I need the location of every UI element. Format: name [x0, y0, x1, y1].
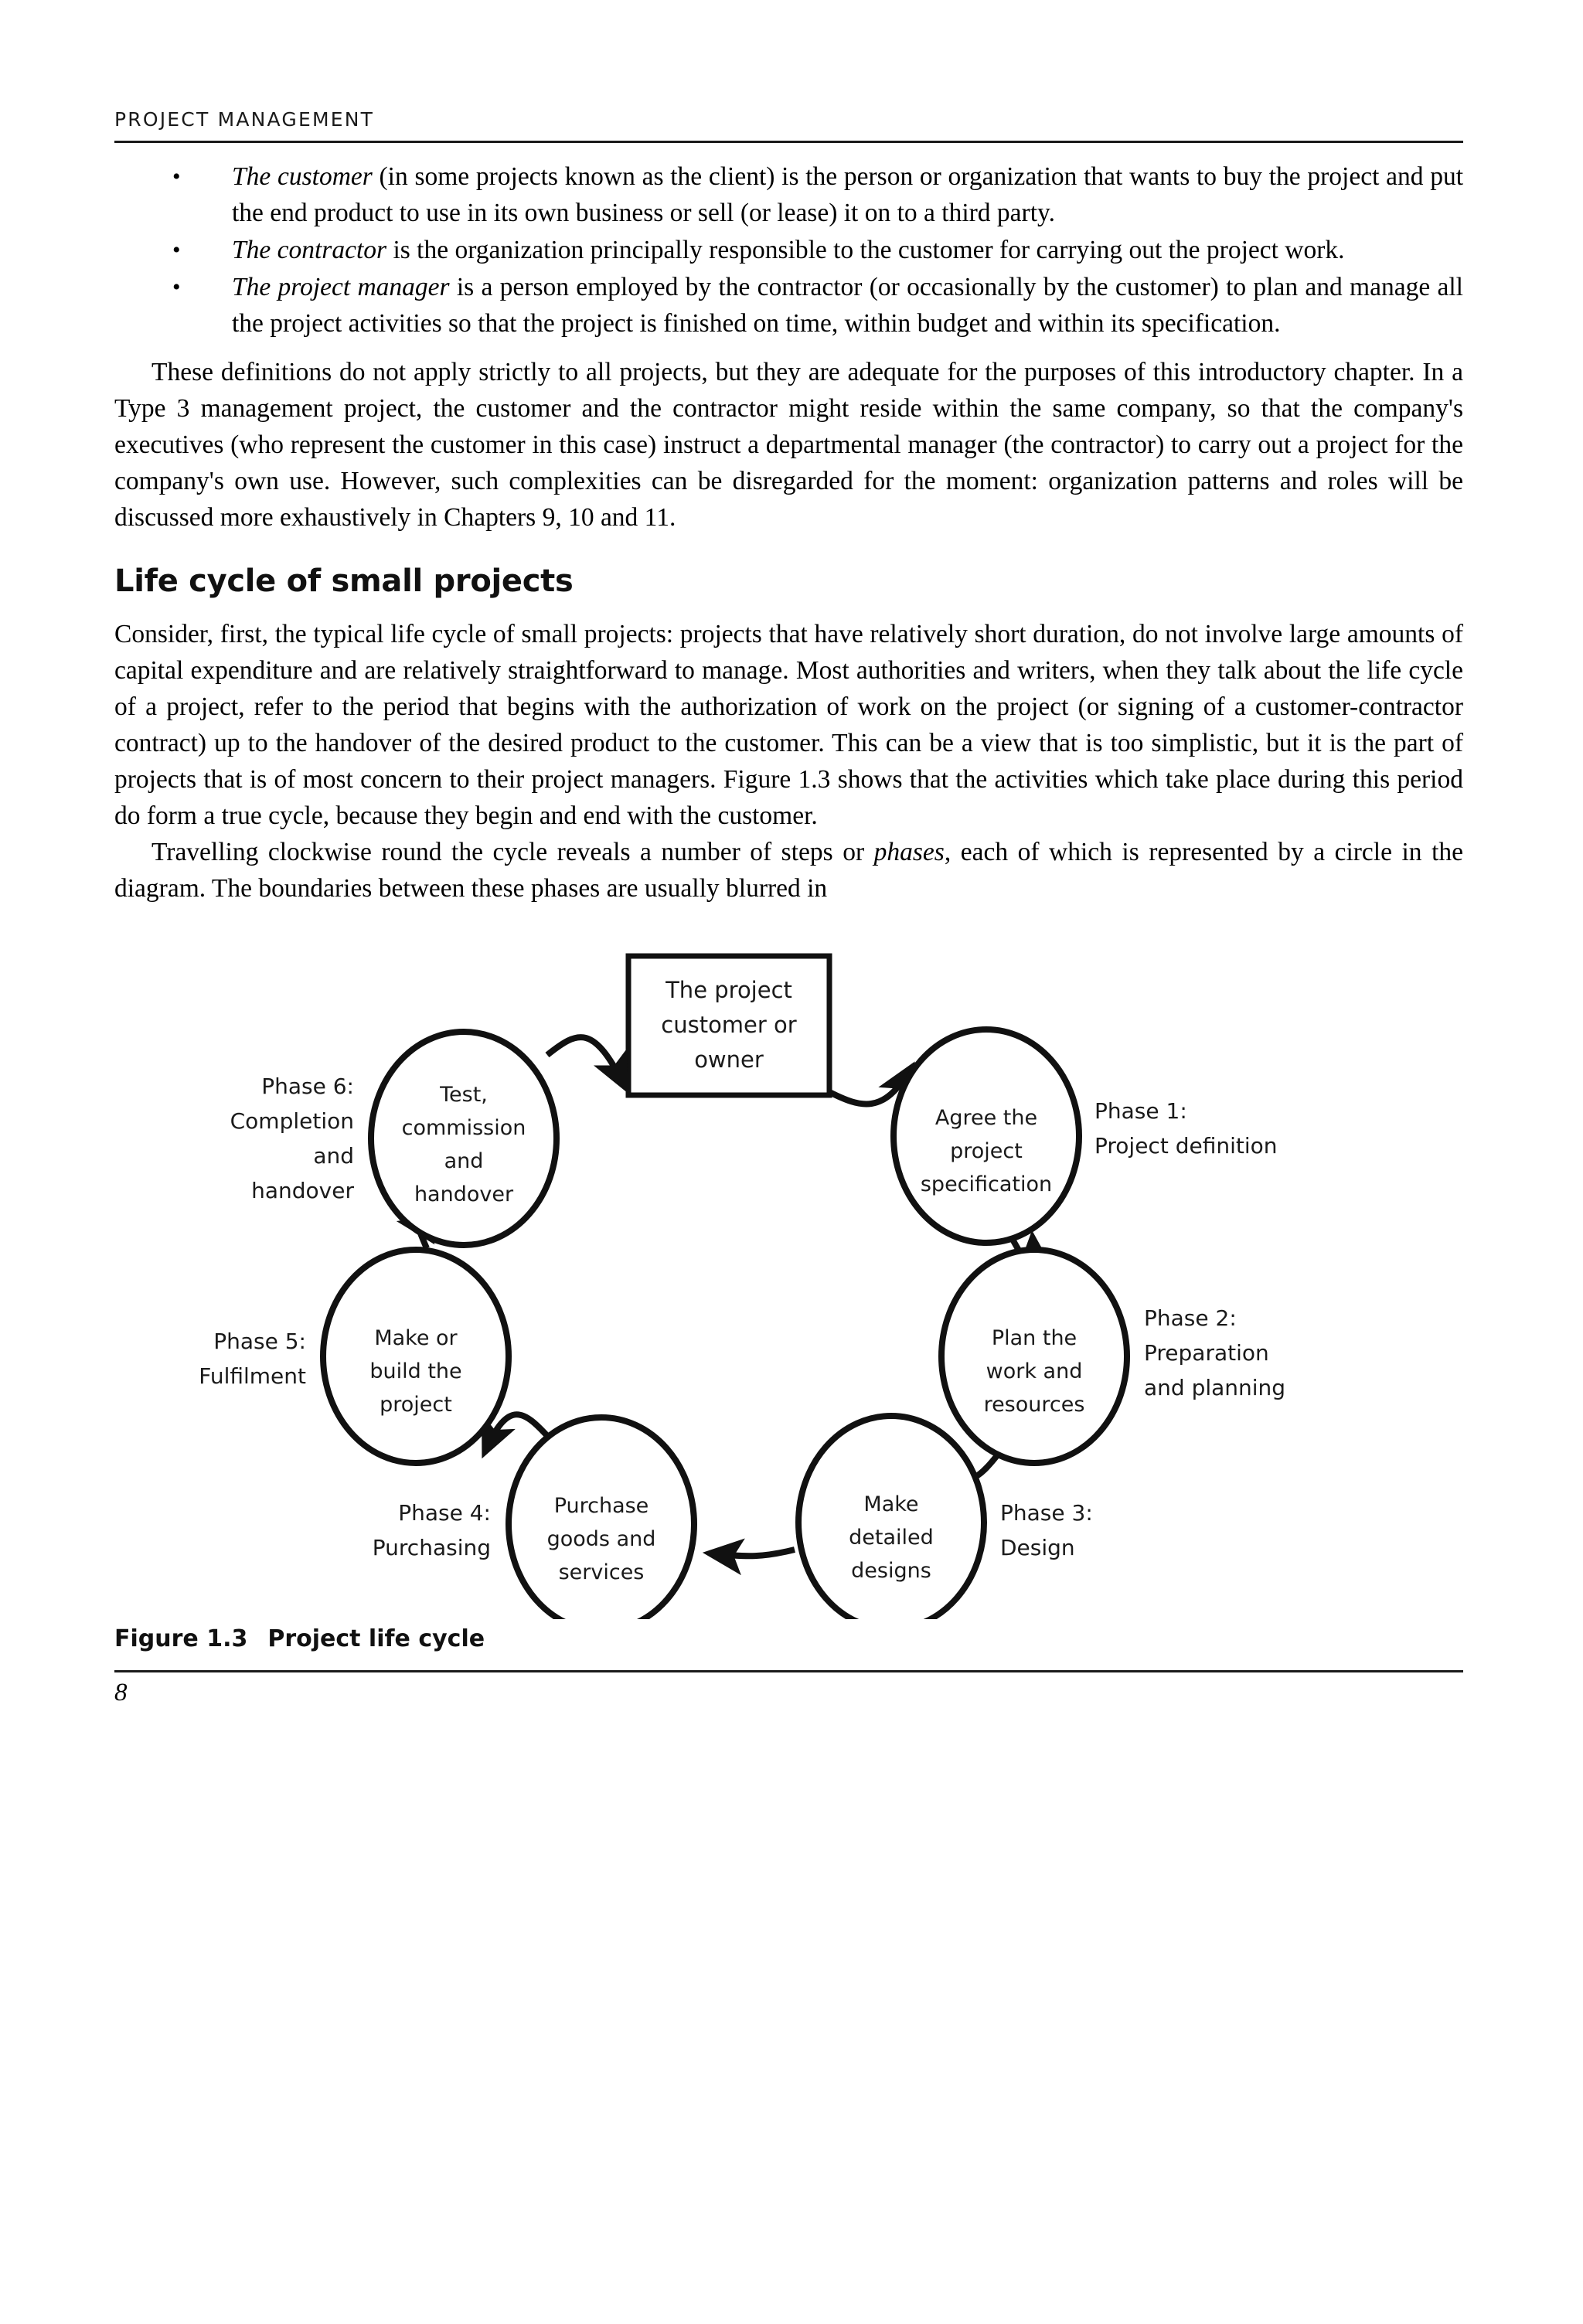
arrow-design-to-purchase — [711, 1550, 795, 1556]
running-head: PROJECT MANAGEMENT — [114, 108, 375, 131]
travelling-emphasis: phases — [873, 838, 945, 866]
phase-label-line: Phase 3: — [1000, 1500, 1093, 1526]
figure-title: Project life cycle — [267, 1625, 485, 1652]
paragraph-definitions: These definitions do not apply strictly to all projects, but they are adequate for the purposes of this introductory chapter. In a Type 3 management project, the customer and the contractor might reside within the same company, so that the company's executives (who represent the customer in this case) instruct a departmental manager (the contractor) to carry out a project for the company's own use. However, such complexities can be disregarded for the moment: organization patterns and roles will be discussed more exhaustively in Chapters 9, 10 and 11. — [114, 358, 1463, 532]
bullet-text: (in some projects known as the client) is the person or organization that wants to buy the project and put the end product to use in its own business or sell (or lease) it on to a third party. — [232, 162, 1464, 227]
phase-label-line: Phase 2: — [1144, 1305, 1237, 1331]
node-line: build the — [369, 1359, 462, 1383]
phase-label-line: Fulfilment — [199, 1363, 306, 1389]
bullet-dot-icon: • — [172, 274, 181, 300]
bullet-dot-icon: • — [172, 164, 181, 189]
phase-label-line: and planning — [1144, 1375, 1286, 1400]
travelling-text-a: Travelling clockwise round the cycle reveals a number of steps or — [151, 838, 874, 866]
phase-label-line: Phase 6: — [261, 1074, 354, 1099]
phase-node-agree-spec — [894, 1029, 1278, 1243]
figure-number: Figure 1.3 — [114, 1625, 248, 1652]
node-line: Agree the — [934, 1106, 1038, 1130]
node-line: Purchase — [553, 1494, 649, 1518]
footer-rule — [114, 1670, 1463, 1672]
phase-node-plan-work — [941, 1250, 1285, 1463]
life-cycle-diagram — [114, 939, 1463, 1619]
node-line: specification — [920, 1172, 1053, 1196]
list-item — [114, 158, 1463, 231]
page-title: Life cycle of small projects — [114, 563, 574, 599]
node-line: resources — [983, 1393, 1085, 1417]
phase-label-line: Purchasing — [372, 1535, 491, 1560]
node-line: Test, — [440, 1083, 488, 1107]
phase-label-line: Design — [1000, 1535, 1075, 1560]
phase-label-line: and — [313, 1143, 354, 1169]
center-box-line-2: customer or — [661, 1012, 797, 1038]
page-number: 8 — [114, 1679, 128, 1706]
bullet-text: is a person employed by the contractor (or occasionally by the customer) to plan and manage all the project activities so that the project is finished on time, within budget and within its specification. — [232, 273, 1463, 338]
travelling-text-b: , each of which is represented by a circle in the diagram. The boundaries between these phases are usually blurred in — [114, 838, 1463, 903]
figure-caption — [114, 1625, 1463, 1652]
center-box-customer-owner — [628, 956, 829, 1095]
paragraph-travelling — [114, 834, 1463, 907]
list-item — [114, 232, 1463, 268]
spacer — [114, 342, 1463, 354]
node-line: designs — [851, 1559, 931, 1583]
definitions-bullet-list — [114, 158, 1463, 342]
phase-node-make-build — [199, 1250, 509, 1463]
node-line: Make — [863, 1492, 919, 1516]
list-item — [114, 269, 1463, 342]
phase-label-line: Phase 1: — [1094, 1098, 1187, 1124]
node-line: commission — [401, 1116, 526, 1140]
node-line: and — [444, 1149, 484, 1173]
header-rule — [114, 141, 1463, 143]
phase-label-line: Project definition — [1094, 1133, 1278, 1159]
page-content — [114, 108, 1463, 1707]
arrow-test-to-box — [547, 1037, 625, 1086]
phase-label-line: Phase 5: — [213, 1329, 306, 1354]
node-line: Plan the — [991, 1326, 1077, 1350]
paragraph-lifecycle-intro: Consider, first, the typical life cycle of small projects: projects that have relatively short duration, do not involve large amounts of capital expenditure and are relatively straightforward to manage. Most authorities and writers, when they talk about the life cycle of a project, refer to the period that begins with the authorization of work on the project (or signing of a customer-contractor contract) up to the handover of the desired product to the customer. This can be a view that is too simplistic, but it is the part of projects that is of most concern to their project managers. Figure 1.3 shows that the activities which take place during this period do form a true cycle, because they begin and end with the customer. — [114, 620, 1463, 830]
node-line: services — [558, 1560, 645, 1584]
phase-label-line: Completion — [230, 1108, 354, 1134]
bullet-term: The contractor — [232, 236, 387, 264]
node-line: project — [380, 1393, 452, 1417]
center-box-line-1: The project — [666, 977, 792, 1003]
node-line: work and — [986, 1359, 1083, 1383]
node-line: handover — [414, 1182, 514, 1206]
phase-label-line: handover — [251, 1178, 354, 1203]
center-box-line-3: owner — [694, 1046, 764, 1073]
bullet-text: is the organization principally responsible to the customer for carrying out the project work. — [386, 236, 1345, 264]
node-line: project — [950, 1139, 1023, 1163]
figure-project-life-cycle — [114, 939, 1463, 1652]
phase-label-line: Phase 4: — [398, 1500, 491, 1526]
bullet-term: The customer — [232, 162, 373, 191]
node-line: detailed — [849, 1526, 934, 1550]
phase-node-test-commission — [230, 1032, 557, 1245]
node-line: goods and — [546, 1527, 656, 1551]
bullet-term: The project manager — [232, 273, 450, 301]
node-line: Make or — [374, 1326, 458, 1350]
phase-label-line: Preparation — [1144, 1340, 1269, 1366]
bullet-dot-icon: • — [172, 237, 181, 263]
